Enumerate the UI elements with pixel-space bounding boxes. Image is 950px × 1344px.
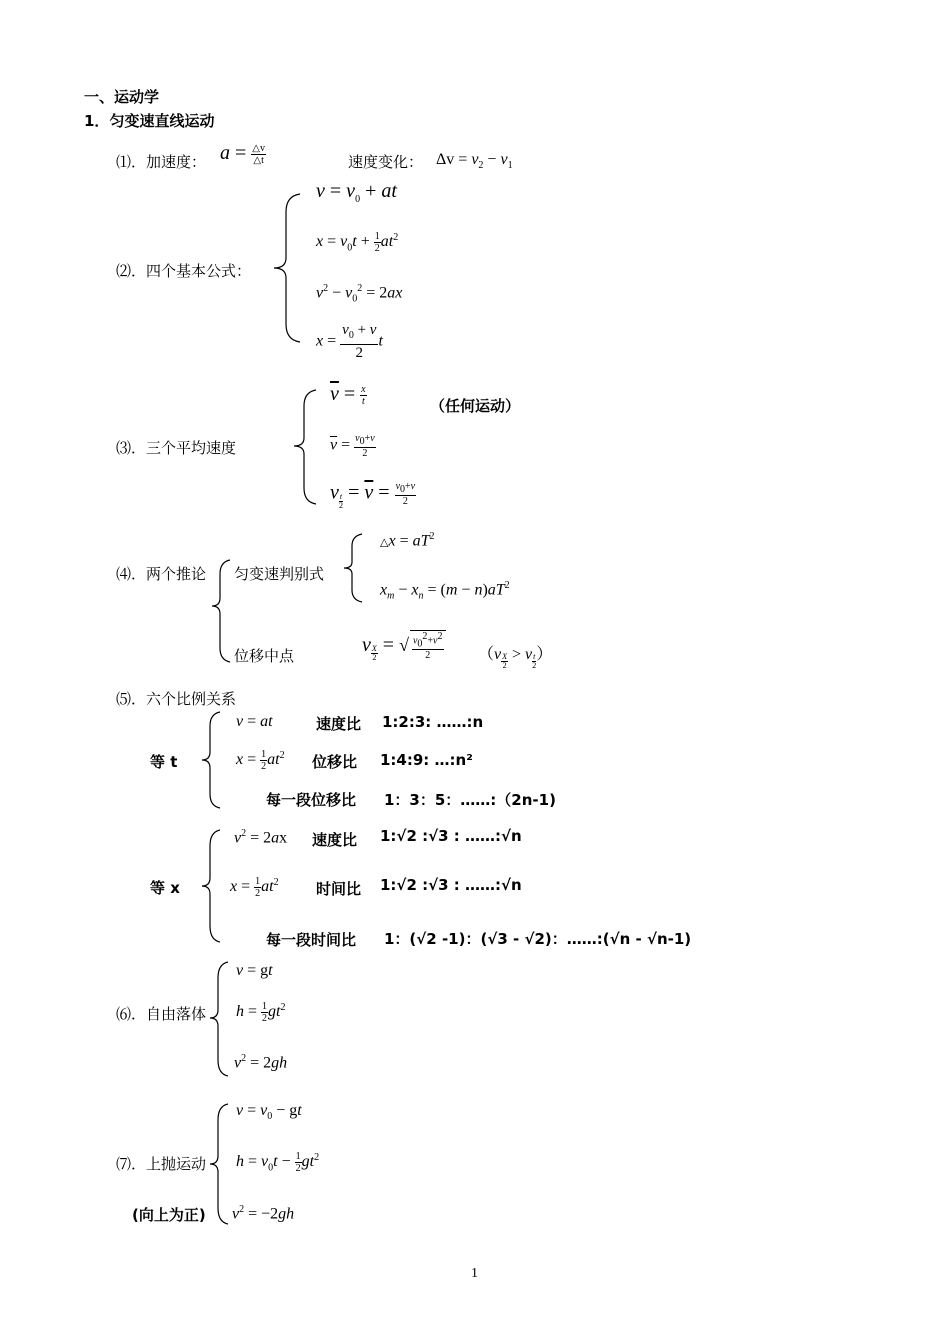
item5-label: ⑸．六个比例关系 [116,690,237,708]
chapter-heading: 一、运动学 [84,88,160,106]
x-ratio1-label: 速度比 [312,831,358,849]
x-ratio2: 1:√2 :√3 : ……:√n [380,876,522,894]
delta-t: △t [253,154,264,166]
t-ratio2: 1:4:9: …:n² [380,751,473,769]
formula-v-half-time: v $_{\frac{t}{2}}$ = $\overline{v}$ = $\frac{v_0+v}{2}$ [330,481,416,511]
item4-sub2: 位移中点 [234,647,295,665]
formula-h-half-gt2: h = $\frac{1}{2}$ $gt^2$ [236,1001,286,1024]
formula-x-avg: x = $\frac{v_0 + v}{2}$ t [316,322,383,361]
section-title-text: 匀变速直线运动 [109,112,215,130]
formula-v-v0-gt: $v = v_0$ − gt [236,1102,302,1123]
formula-x-x-half-at2: x = $\frac{1}{2}$ $at^2$ [230,876,279,899]
formula-x-v0t: $x = v_0t$ + $\frac{1}{2}$ $at^2$ [316,231,399,254]
t-ratio2-label: 位移比 [312,753,358,771]
t-ratio1: 1:2:3: ……:n [382,713,484,731]
x-ratio2-label: 时间比 [316,880,362,898]
formula-t-v-at: v = at [236,713,273,730]
brace-item5-x [200,828,222,944]
formula-avg-x-t: $\overline{v}$ = $\frac{x}{t}$ [330,383,366,407]
group-equal-x: 等 x [150,879,180,897]
brace-item2 [272,192,302,344]
brace-item4-outer [210,558,232,664]
brace-item5-t [200,710,222,810]
item1-label2: 速度变化： [348,153,424,171]
velocity-change-formula: $\Delta v = v_2 - v_1$ [436,151,513,172]
group-equal-t: 等 t [150,753,178,771]
item3-label: ⑶．三个平均速度 [116,439,237,457]
t-ratio3-label: 每一段位移比 [266,791,357,809]
formula-v-gt: v = gt [236,962,273,979]
item7-label2: (向上为正) [132,1206,206,1224]
item4-sub1: 匀变速判别式 [234,565,325,583]
formula-t-x-half-at2: x = $\frac{1}{2}$ $at^2$ [236,749,285,772]
t-ratio1-label: 速度比 [316,715,362,733]
formula-x-v2-2ax: $v^2 = 2ax$ [234,828,288,847]
formula-h-v0t: $h = v_0t$ − $\frac{1}{2}$ $gt^2$ [236,1151,320,1174]
section-title [84,110,214,131]
item2-label: ⑵．四个基本公式： [116,262,252,280]
formula-compare: （v $_{\frac{X}{2}}$ > v $_{\frac{t}{2}}$ ） [478,646,553,670]
formula-v2-neg2gh: $v^2 = -2gh$ [232,1204,295,1223]
brace-item6 [208,960,230,1078]
item4-label: ⑷．两个推论 [116,565,207,583]
delta-v: △v [252,142,265,154]
item6-label: ⑹．自由落体 [116,1005,207,1023]
formula-v-v0-at: $v = v_0$ + at [316,180,397,205]
brace-item3 [292,388,318,506]
formula-xm-xn: $x_m - x_n = (m - n)aT^2$ [380,580,510,602]
note-any-motion: （任何运动） [430,397,521,415]
x-ratio1: 1:√2 :√3 : ……:√n [380,827,522,845]
brace-item7 [208,1102,230,1226]
brace-item4-inner [342,532,364,604]
formula-avg-v0-v: $\overline{v}$ = $\frac{v_0+v}{2}$ [330,433,375,459]
formula-v-half-x: v $_{\frac{X}{2}}$ = √ $\frac{v_0^2+v^2}{2}$ [362,630,446,662]
item1-label: ⑴．加速度： [116,153,207,171]
formula-v2-v02: $v^2 - v_0^2 = 2ax$ [316,283,403,305]
t-ratio3: 1：3：5：……:（2n-1) [384,791,556,809]
x-ratio3: 1：(√2 -1)：(√3 - √2)：……:(√n - √n-1) [384,930,692,948]
section-number: 1． [84,112,110,130]
formula-delta-x: △x = $aT^2$ [380,531,435,550]
page-number: 1 [471,1266,478,1281]
item7-label: ⑺．上抛运动 [116,1155,207,1173]
acceleration-formula: a = $\frac{\triangle v}{\triangle t}$ [220,142,265,166]
x-ratio3-label: 每一段时间比 [266,931,357,949]
formula-v2-2gh: $v^2 = 2gh$ [234,1053,288,1072]
